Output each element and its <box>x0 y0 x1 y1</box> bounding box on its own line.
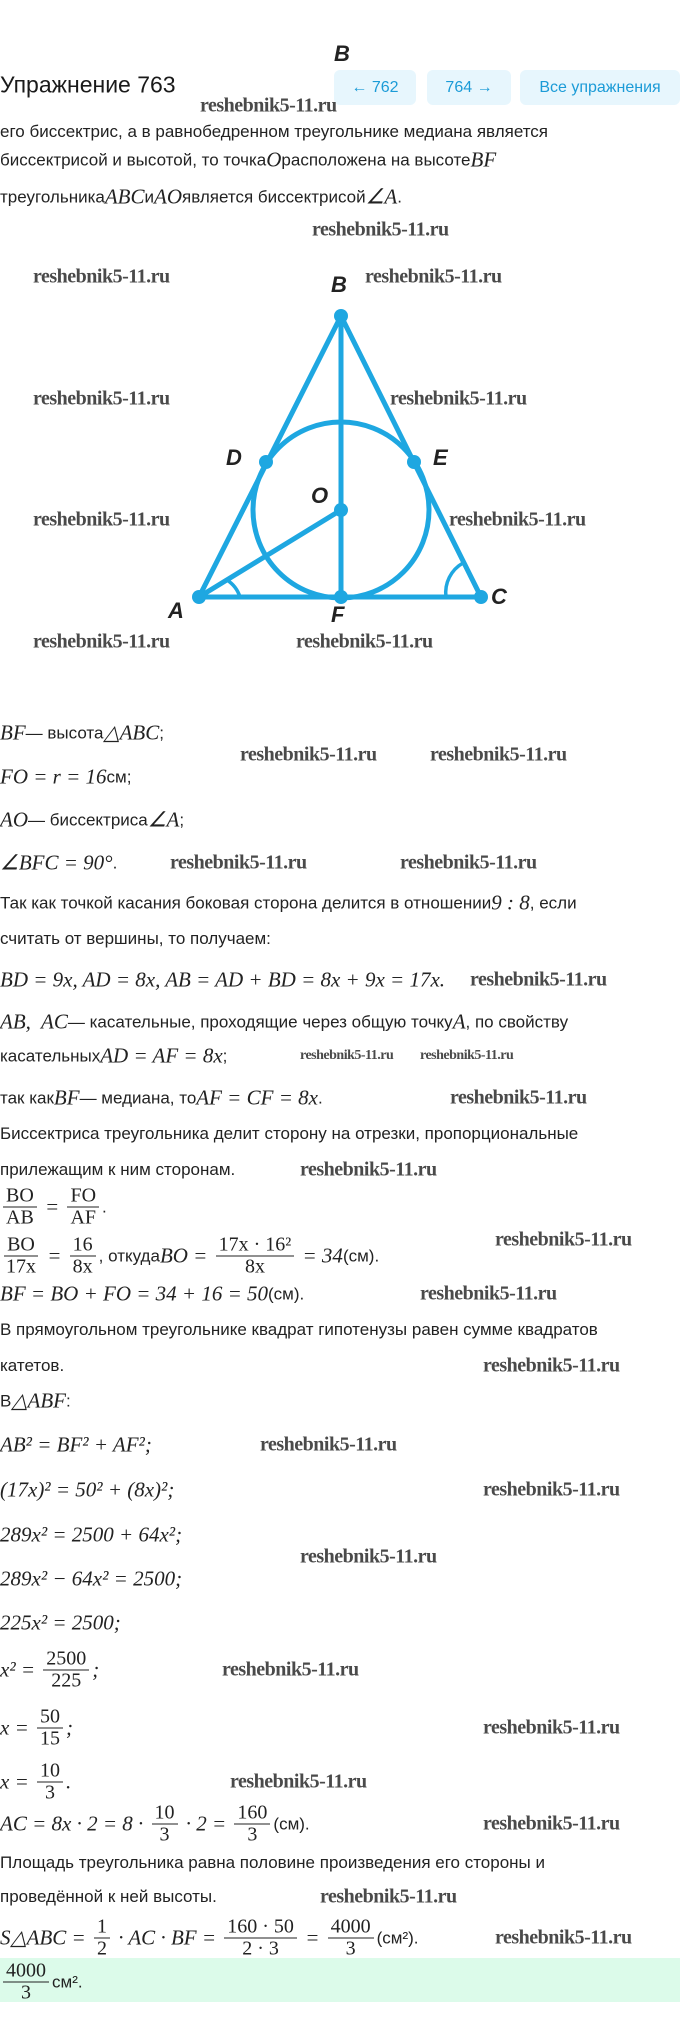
fraction-numerator: 50 <box>37 1707 63 1729</box>
label-b-top: B <box>334 41 350 66</box>
solution-line <box>0 1186 107 1229</box>
solution-line <box>0 1282 304 1307</box>
math-expression: · AC · BF = <box>112 1925 222 1950</box>
math-expression: ∠A <box>365 184 398 209</box>
math-expression: 225x² = 2500; <box>0 1610 121 1635</box>
answer-line <box>0 1961 83 2004</box>
watermark: reshebnik5-11.ru <box>483 1478 620 1501</box>
text-segment: катетов. <box>0 1356 65 1375</box>
watermark: reshebnik5-11.ru <box>33 630 170 653</box>
fraction-denominator: 8x <box>244 1255 265 1278</box>
watermark: reshebnik5-11.ru <box>449 508 586 531</box>
fraction-numerator: FO <box>67 1186 99 1208</box>
fraction-denominator: 17x <box>6 1255 36 1278</box>
watermark: reshebnik5-11.ru <box>483 1716 620 1739</box>
fraction-numerator: 4000 <box>3 1961 49 1983</box>
text-segment: , откуда <box>98 1246 160 1265</box>
label-b: B <box>331 272 347 297</box>
math-expression: · 2 = <box>180 1811 232 1836</box>
solution-line <box>0 1707 73 1750</box>
fraction-denominator: 3 <box>45 1781 55 1804</box>
text-segment: см². <box>52 1972 83 1991</box>
math-expression: AB, AC <box>0 1009 68 1034</box>
answer-band <box>0 1958 680 2002</box>
math-expression: BF <box>470 147 497 172</box>
fraction <box>70 1235 96 1278</box>
point-a <box>192 590 206 604</box>
fraction-denominator: 2 · 3 <box>242 1937 279 1960</box>
point-e <box>407 455 421 469</box>
solution-line <box>0 851 117 876</box>
text-segment: (см²). <box>376 1928 419 1947</box>
math-expression: AD = AF = 8x <box>100 1043 223 1068</box>
watermark: reshebnik5-11.ru <box>450 1086 587 1109</box>
math-expression: BF <box>0 720 26 745</box>
math-expression: O <box>266 147 282 172</box>
fraction <box>43 1649 89 1692</box>
solution-line <box>0 185 402 210</box>
watermark: reshebnik5-11.ru <box>300 1048 394 1063</box>
point-c <box>474 590 488 604</box>
text-segment: ; <box>222 1046 228 1065</box>
math-expression: x² = <box>0 1657 41 1682</box>
text-segment: треугольника <box>0 187 105 206</box>
text-segment: — касательные, проходящие через общую точку <box>67 1012 453 1031</box>
text-segment: — биссектриса <box>28 810 148 829</box>
label-a: A <box>168 598 184 623</box>
text-segment: В прямоугольном треугольнике квадрат гипотенузы равен сумме квадратов <box>0 1320 598 1339</box>
fraction <box>37 1761 63 1804</box>
solution-line <box>0 808 184 833</box>
fraction-numerator: 10 <box>37 1761 63 1783</box>
math-expression: AO <box>154 184 183 209</box>
math-expression: x = <box>0 1769 34 1794</box>
watermark: reshebnik5-11.ru <box>420 1048 514 1063</box>
solution-line <box>0 1433 152 1458</box>
solution-line <box>0 1887 217 1907</box>
watermark: reshebnik5-11.ru <box>312 218 449 241</box>
text-segment: является биссектрисой <box>182 187 366 206</box>
math-expression: 289x² − 64x² = 2500; <box>0 1566 183 1591</box>
text-segment: считать от вершины, то получаем: <box>0 929 271 948</box>
math-expression: △ABC <box>103 720 160 745</box>
point-d <box>259 455 273 469</box>
text-segment: . <box>397 187 402 206</box>
text-segment: (см). <box>268 1284 305 1303</box>
text-segment: . <box>317 1088 323 1107</box>
watermark: reshebnik5-11.ru <box>240 743 377 766</box>
fraction-denominator: 3 <box>247 1823 258 1846</box>
fraction-numerator: 16 <box>70 1235 96 1257</box>
watermark: reshebnik5-11.ru <box>33 508 170 531</box>
fraction <box>3 1961 49 2004</box>
text-segment: расположена на высоте <box>281 150 471 169</box>
solution-line <box>0 122 548 142</box>
math-expression: BO = <box>159 1243 213 1268</box>
math-expression: x = <box>0 1715 34 1740</box>
fraction <box>152 1803 178 1846</box>
math-expression: = <box>299 1925 325 1950</box>
prev-exercise-button[interactable]: ← 762 <box>334 70 416 105</box>
text-segment: биссектрисой и высотой, то точка <box>0 150 267 169</box>
math-expression: AB² = BF² + AF²; <box>0 1432 152 1457</box>
fraction-denominator: 15 <box>40 1727 60 1750</box>
next-exercise-button[interactable]: 764 → <box>427 70 511 105</box>
fraction-denominator: 8x <box>72 1255 93 1278</box>
solution-line <box>0 765 131 790</box>
math-expression: (17x)² = 50² + (8x)²; <box>0 1477 175 1502</box>
watermark: reshebnik5-11.ru <box>420 1282 557 1305</box>
math-expression: △ABF <box>11 1388 66 1413</box>
all-exercises-button[interactable]: Все упражнения <box>520 70 680 105</box>
watermark: reshebnik5-11.ru <box>222 1658 359 1681</box>
solution-line <box>0 1044 227 1069</box>
solution-line <box>0 1478 174 1503</box>
point-b <box>334 309 348 323</box>
watermark: reshebnik5-11.ru <box>470 968 607 991</box>
text-segment: см; <box>106 767 132 786</box>
fraction-denominator: 3 <box>159 1823 170 1846</box>
solution-line <box>0 929 271 949</box>
label-e: E <box>433 445 448 470</box>
watermark: reshebnik5-11.ru <box>170 851 307 874</box>
math-expression: BF = BO + FO = 34 + 16 = 50 <box>0 1281 268 1306</box>
watermark: reshebnik5-11.ru <box>483 1354 620 1377</box>
watermark: reshebnik5-11.ru <box>300 1158 437 1181</box>
text-segment: . <box>102 1197 107 1216</box>
solution-line <box>0 148 496 173</box>
page-title: Упражнение 763 <box>0 71 176 98</box>
fraction <box>328 1917 374 1960</box>
solution-line <box>0 1124 578 1144</box>
fraction-denominator: AF <box>70 1206 97 1229</box>
solution-line <box>0 1611 121 1636</box>
watermark: reshebnik5-11.ru <box>495 1228 632 1251</box>
solution-line <box>0 1389 71 1414</box>
text-segment: Биссектриса треугольника делит сторону на отрезки, пропорциональные <box>0 1124 579 1143</box>
watermark: reshebnik5-11.ru <box>495 1926 632 1949</box>
text-segment: . <box>112 853 118 872</box>
solution-line <box>0 1853 545 1873</box>
math-expression: BF <box>53 1085 80 1110</box>
math-expression: = <box>42 1243 67 1268</box>
point-o <box>334 503 348 517</box>
solution-line <box>0 1235 379 1278</box>
fraction-denominator: 2 <box>96 1937 107 1960</box>
text-segment: — медиана, то <box>79 1088 197 1107</box>
math-expression: S△ABC = <box>0 1925 91 1950</box>
math-expression: = <box>39 1194 65 1219</box>
text-segment: — высота <box>25 723 104 742</box>
fraction-numerator: BO <box>4 1235 38 1257</box>
solution-line <box>0 1356 64 1376</box>
label-o: O <box>311 483 329 508</box>
fraction-numerator: 10 <box>152 1803 178 1825</box>
watermark: reshebnik5-11.ru <box>230 1770 367 1793</box>
watermark: reshebnik5-11.ru <box>365 265 502 288</box>
label-f: F <box>331 602 345 627</box>
label-d: D <box>226 445 242 470</box>
math-expression: AF = CF = 8x <box>196 1085 318 1110</box>
math-expression: . <box>66 1769 72 1794</box>
watermark: reshebnik5-11.ru <box>320 1885 457 1908</box>
fraction-numerator: 17x · 16² <box>216 1235 295 1257</box>
watermark: reshebnik5-11.ru <box>300 1545 437 1568</box>
watermark: reshebnik5-11.ru <box>400 851 537 874</box>
fraction <box>37 1707 63 1750</box>
text-segment: касательных <box>0 1046 101 1065</box>
watermark: reshebnik5-11.ru <box>260 1433 397 1456</box>
fraction <box>234 1803 270 1846</box>
fraction-denominator: 3 <box>345 1937 356 1960</box>
text-segment: ; <box>159 723 164 742</box>
solution-line <box>0 1649 99 1692</box>
text-segment: его биссектрис, а в равнобедренном треугольнике медиана является <box>0 122 549 141</box>
fraction-numerator: 160 · 50 <box>224 1917 297 1939</box>
text-segment: Площадь треугольника равна половине произведения его стороны и <box>0 1853 545 1872</box>
math-expression: AO <box>0 807 28 832</box>
watermark: reshebnik5-11.ru <box>296 630 433 653</box>
fraction-numerator: BO <box>3 1186 37 1208</box>
angle-arc-a <box>227 580 240 597</box>
math-expression: ∠BFC = 90° <box>0 850 113 875</box>
fraction <box>67 1186 99 1229</box>
solution-line <box>0 1010 568 1035</box>
text-segment: прилежащим к ним сторонам. <box>0 1160 236 1179</box>
math-expression: ; <box>66 1715 73 1740</box>
math-expression: ABC <box>104 184 145 209</box>
text-segment: : <box>65 1391 71 1410</box>
text-segment: В <box>0 1391 12 1410</box>
fraction-denominator: AB <box>6 1206 34 1229</box>
text-segment: ; <box>179 810 185 829</box>
text-segment: так как <box>0 1088 54 1107</box>
math-expression: = 34 <box>297 1243 343 1268</box>
fraction-numerator: 4000 <box>328 1917 374 1939</box>
label-c: C <box>491 584 507 609</box>
math-expression: A <box>452 1009 466 1034</box>
watermark: reshebnik5-11.ru <box>483 1812 620 1835</box>
text-segment: , если <box>529 893 577 912</box>
fraction <box>224 1917 297 1960</box>
solution-line <box>0 721 164 746</box>
fraction <box>94 1917 110 1960</box>
watermark: reshebnik5-11.ru <box>390 387 527 410</box>
watermark: reshebnik5-11.ru <box>33 265 170 288</box>
math-expression: AC = 8x · 2 = 8 · <box>0 1811 149 1836</box>
text-segment: Так как точкой касания боковая сторона делится в отношении <box>0 893 492 912</box>
math-expression: 289x² = 2500 + 64x²; <box>0 1522 183 1547</box>
fraction <box>3 1186 37 1229</box>
angle-arc-c <box>446 563 463 597</box>
fraction-denominator: 225 <box>51 1669 82 1692</box>
watermark: reshebnik5-11.ru <box>33 387 170 410</box>
watermark: reshebnik5-11.ru <box>430 743 567 766</box>
solution-line <box>0 1803 310 1846</box>
solution-line <box>0 1917 419 1960</box>
math-expression: ∠A <box>147 807 180 832</box>
solution-line <box>0 1761 71 1804</box>
solution-line <box>0 1086 323 1111</box>
math-expression: ; <box>92 1657 100 1682</box>
fraction-numerator: 2500 <box>43 1649 89 1671</box>
math-expression: FO = r = 16 <box>0 764 107 789</box>
solution-line <box>0 968 445 993</box>
text-segment: и <box>144 187 155 206</box>
math-expression: BD = 9x, AD = 8x, AB = AD + BD = 8x + 9x = 17x. <box>0 967 446 992</box>
watermark: reshebnik5-11.ru <box>200 94 337 117</box>
fraction <box>216 1235 295 1278</box>
solution-line <box>0 1567 182 1592</box>
text-segment: проведённой к ней высоты. <box>0 1887 217 1906</box>
solution-line <box>0 1160 235 1180</box>
fraction-numerator: 1 <box>94 1917 110 1939</box>
solution-line <box>0 1523 182 1548</box>
fraction-denominator: 3 <box>21 1981 31 2004</box>
text-segment: (см). <box>342 1246 380 1265</box>
math-expression: 9 : 8 <box>491 890 530 915</box>
fraction <box>3 1235 39 1278</box>
fraction-numerator: 160 <box>234 1803 270 1825</box>
solution-line <box>0 891 577 916</box>
text-segment: , по свойству <box>465 1012 569 1031</box>
solution-line <box>0 1320 598 1340</box>
text-segment: (см). <box>273 1814 310 1833</box>
